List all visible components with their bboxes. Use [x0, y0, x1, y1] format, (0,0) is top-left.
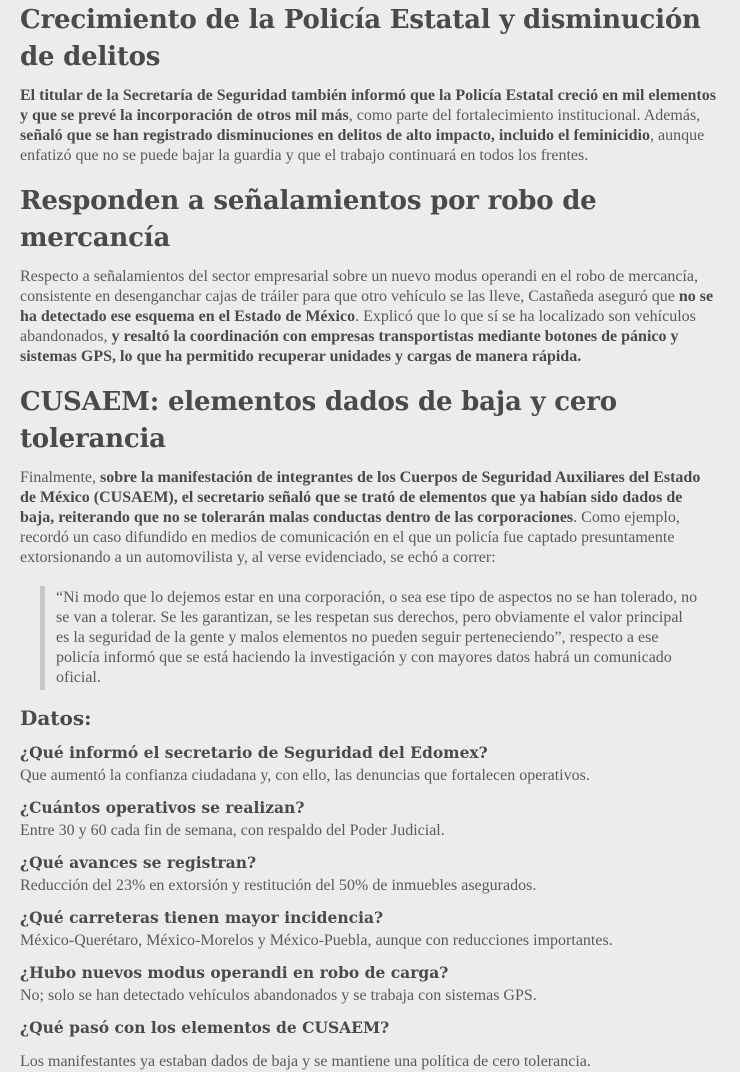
- qa-item: [20, 853, 718, 896]
- qa-question: ¿Cuántos operativos se realizan?: [20, 798, 305, 817]
- text-run: . Explicó que lo que sí se ha localizado son vehículos abandonados,: [20, 308, 696, 345]
- qa-question: ¿Qué avances se registran?: [20, 853, 257, 872]
- qa-item: [20, 743, 718, 786]
- qa-item: [20, 798, 718, 841]
- article-page: [0, 2, 740, 1070]
- qa-item: [20, 908, 718, 951]
- text-run: Finalmente,: [20, 469, 100, 486]
- quote-text: “Ni modo que lo dejemos estar en una corporación, o sea ese tipo de aspectos no se han tolerado, no se van a tolerar. Se les garantizan, se les respetan sus derechos, pero obviamente el valor principal es la seguridad de la gente y malos elementos no pueden seguir perteneciendo”, respecto a ese policía informó que se está haciendo la investigación y con mayores datos habrá un comunicado oficial.: [56, 589, 698, 686]
- text-run: Respecto a señalamientos del sector empresarial sobre un nuevo modus operandi en el robo de mercancía, consistente en desenganchar cajas de tráiler para que otro vehículo se las lleve, Castañeda aseguró que: [20, 268, 698, 305]
- qa-question: ¿Qué pasó con los elementos de CUSAEM?: [20, 1018, 390, 1037]
- section-paragraph-crecimiento-policia: [20, 86, 718, 166]
- qa-answer: Entre 30 y 60 cada fin de semana, con respaldo del Poder Judicial.: [20, 822, 445, 839]
- qa-answer: México-Querétaro, México-Morelos y México-Puebla, aunque con reducciones importantes.: [20, 932, 613, 949]
- bold-text-run: El titular de la Secretaría de Seguridad también informó que la Policía Estatal creció en mil elementos y que se prevé la incorporación de otros mil más: [20, 87, 716, 124]
- datos-heading: Datos:: [20, 706, 92, 730]
- qa-question: ¿Qué informó el secretario de Seguridad del Edomex?: [20, 743, 488, 762]
- bold-text-run: sobre la manifestación de integrantes de los Cuerpos de Seguridad Auxiliares del Estado de México (CUSAEM), el secretario señaló que se trató de elementos que ya habían sido dados de baja, reiterando que no se tolerarán malas conductas dentro de las corporaciones: [20, 469, 701, 526]
- qa-item: [20, 963, 718, 1006]
- qa-answer: Los manifestantes ya estaban dados de baja y se mantiene una política de cero tolerancia.: [20, 1053, 591, 1070]
- text-run: , aunque enfatizó que no se puede bajar la guardia y que el trabajo continuará en todos los frentes.: [20, 127, 705, 164]
- bold-text-run: señaló que se han registrado disminuciones en delitos de alto impacto, incluido el feminicidio: [20, 127, 650, 144]
- qa-answer: No; solo se han detectado vehículos abandonados y se trabaja con sistemas GPS.: [20, 987, 537, 1004]
- text-run: . Como ejemplo, recordó un caso difundido en medios de comunicación en el que un policía fue captado presuntamente extorsionando a un automovilista y, al verse evidenciado, se echó a correr:: [20, 509, 680, 566]
- section-paragraph-cusaem: [20, 468, 718, 568]
- article-content: [20, 2, 718, 1072]
- bold-text-run: y resaltó la coordinación con empresas transportistas mediante botones de pánico y sistemas GPS, lo que ha permitido recuperar unidades y cargas de manera rápida.: [20, 328, 679, 365]
- qa-answer: Reducción del 23% en extorsión y restitución del 50% de inmuebles asegurados.: [20, 877, 537, 894]
- qa-answer: Que aumentó la confianza ciudadana y, con ello, las denuncias que fortalecen operativos.: [20, 767, 590, 784]
- section-paragraph-robo-mercancia: [20, 267, 718, 367]
- text-run: , como parte del fortalecimiento institucional. Además,: [348, 107, 701, 124]
- bold-text-run: no se ha detectado ese esquema en el Estado de México: [20, 288, 714, 325]
- quote-block: [40, 586, 710, 690]
- section-heading-crecimiento-policia: Crecimiento de la Policía Estatal y disminución de delitos: [20, 5, 701, 72]
- section-heading-cusaem: CUSAEM: elementos dados de baja y cero tolerancia: [20, 387, 617, 454]
- qa-question: ¿Qué carreteras tienen mayor incidencia?: [20, 908, 384, 927]
- qa-question: ¿Hubo nuevos modus operandi en robo de carga?: [20, 963, 449, 982]
- section-heading-robo-mercancia: Responden a señalamientos por robo de mercancía: [20, 186, 597, 253]
- qa-list: [20, 743, 718, 1072]
- qa-item: [20, 1018, 718, 1072]
